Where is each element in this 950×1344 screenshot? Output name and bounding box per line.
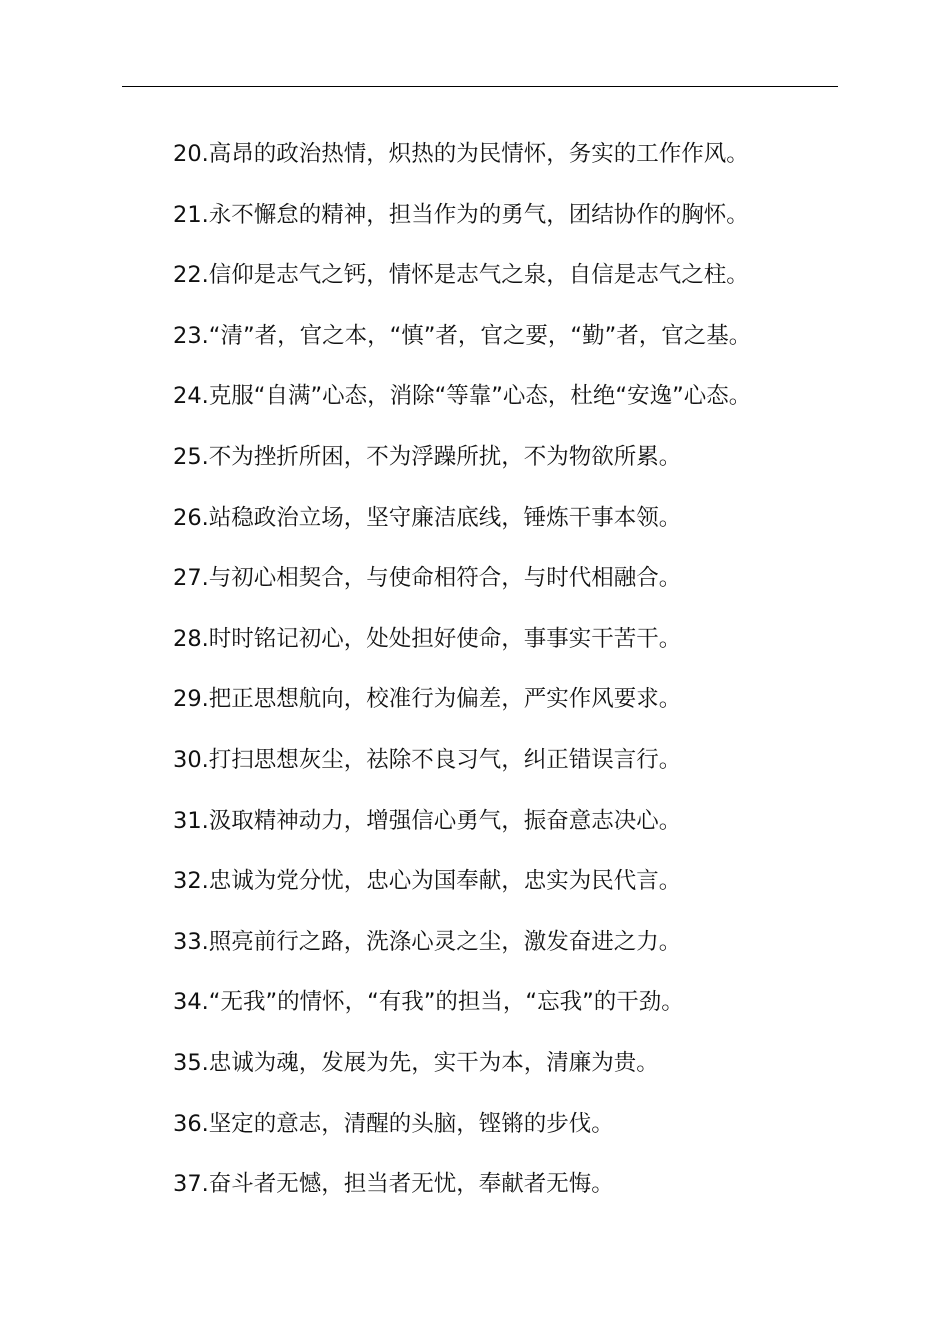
text-line: 25.不为挫折所困，不为浮躁所扰，不为物欲所累。: [173, 443, 682, 470]
text-line: 31.汲取精神动力，增强信心勇气，振奋意志决心。: [173, 807, 682, 834]
text-line: 21.永不懈怠的精神，担当作为的勇气，团结协作的胸怀。: [173, 201, 749, 228]
text-line: 20.高昂的政治热情，炽热的为民情怀，务实的工作作风。: [173, 141, 749, 167]
text-line: 29.把正思想航向，校准行为偏差，严实作风要求。: [173, 686, 682, 713]
text-line: 22.信仰是志气之钙，情怀是志气之泉，自信是志气之柱。: [173, 262, 749, 289]
header-rule: [122, 86, 838, 87]
text-line: 33.照亮前行之路，洗涤心灵之尘，激发奋进之力。: [173, 928, 682, 955]
text-line: 36.坚定的意志，清醒的头脑，铿锵的步伐。: [173, 1110, 614, 1137]
text-body: [173, 136, 873, 1227]
text-line: 34.“无我”的情怀，“有我”的担当，“忘我”的干劲。: [173, 989, 684, 1016]
text-line: 26.站稳政治立场，坚守廉洁底线，锤炼干事本领。: [173, 504, 682, 531]
text-line: 37.奋斗者无憾，担当者无忧，奉献者无悔。: [173, 1171, 614, 1198]
text-line: 24.克服“自满”心态，消除“等靠”心态，杜绝“安逸”心态。: [173, 383, 752, 410]
text-line: 27.与初心相契合，与使命相符合，与时代相融合。: [173, 565, 682, 592]
text-line: 30.打扫思想灰尘，祛除不良习气，纠正错误言行。: [173, 746, 682, 773]
text-line: 32.忠诚为党分忧，忠心为国奉献，忠实为民代言。: [173, 868, 682, 895]
text-line: 23.“清”者，官之本，“慎”者，官之要，“勤”者，官之基。: [173, 322, 752, 349]
text-line: 28.时时铭记初心，处处担好使命，事事实干苦干。: [173, 625, 682, 652]
text-line: 35.忠诚为魂，发展为先，实干为本，清廉为贵。: [173, 1049, 659, 1076]
